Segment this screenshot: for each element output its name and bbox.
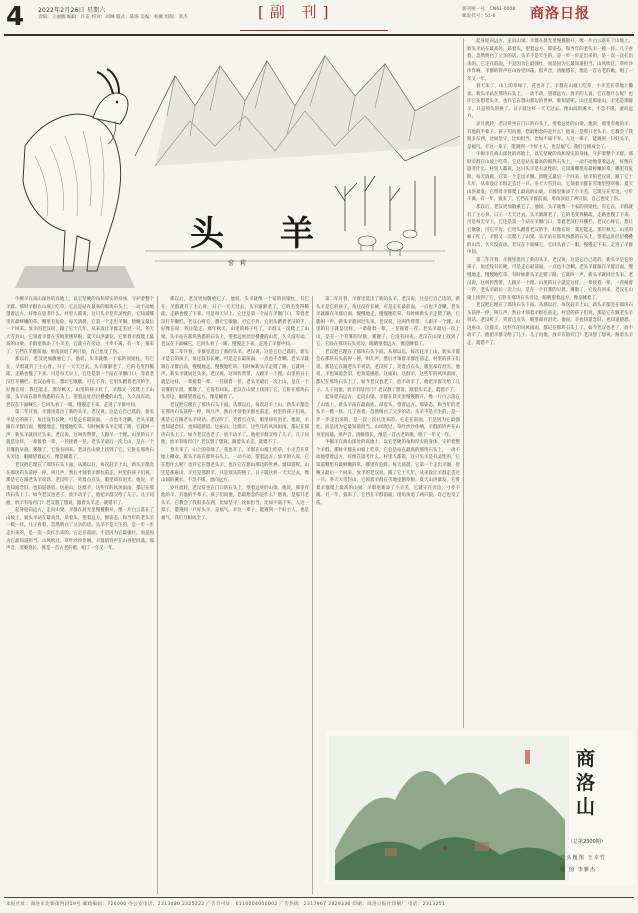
article-headline: 头 羊 — [190, 214, 336, 254]
column-text: 老汉把它埋在了那块石头下面。从那以后，每次赶羊上山，新头羊都会在那块石头前停一停，叫几声，然后才领着羊群往前走。村里的孩子们说，那是它在跟老头羊说话。老汉听了，笑着点点头，眼里却有泪光。他说，羊也知道念旧，也知道感恩。这座山，这群羊，这些年的风风雨雨，都记在那块石头上了。如今老汉也老了，放不动羊了。他把羊群交给了儿子。儿子问他，放羊有啥窍门？老汉想了想说，跟着头羊走，就错不了。 — [467, 303, 633, 346]
article-column-3 — [316, 296, 460, 724]
column-text: 牛顿羊在商山深处的高地上，以它坚硬的角和厚实的身体，守护着整个羊群。那时羊群在山坡上吃草，它总是站在最高的那块石头上，一动不动地望着远方，好像在思考什么。村里人都说，这只头羊是有灵性的，它知道哪里有最鲜嫩的草，哪里有危险。每天清晨，它第一个走出羊圈，傍晚又最后一个回来。放羊的老汉说，跟了它十几年，从来没让羊群走丢过一只。冬天大雪封山，它领着羊群在雪地里刨草根；夏天山洪暴发，它带着羊群爬上最高的山梁。羊群里新添了小羊羔，它就守在旁边，寸步不离。有一年，狼来了，它挡在羊群前面，用角顶退了两只狼，自己也受了伤。 — [316, 440, 460, 506]
article-column-right — [467, 38, 633, 728]
column-text: 第二年开春，羊群里选出了新的头羊。老汉说，这是它自己选的。新头羊是它的孩子，角还没有长硬，可是走在最前面，一点也不含糊。老头羊就跟在羊群后面，慢慢地走，慢慢地吃草。有时候新头羊走错了路，它就叫一声，新头羊就回过头来。老汉说，这叫传帮带，人跟羊一个理。山里的日子就是这样，一辈接着一辈，一茬接着一茬。老头羊最后一次上山，是在一个有雾的早晨。雾散了，它没有回来。老汉在山梁上找到了它，它卧在那块石头旁边，眼睛望着远方，像是睡着了。 — [467, 257, 633, 301]
section-underline — [240, 30, 388, 31]
column-text: 岁月流转，老汉常坐在门口的石头上，望着远处的山梁。他说，那里有他的羊，有他的半辈子。孩子们问他，您最想念的是什么？他说，是那只老头羊。它教会了我很多东西，比如坚守，比如担当，比如不离不弃。人这一辈子，能遇到一只好头羊，是福气。羊这一辈子，能遇到一个好主人，也是福气。我们互相成全了。 — [161, 485, 309, 521]
article-author: 窑 莉 — [228, 260, 248, 267]
section-title: [副 刊] — [258, 3, 335, 21]
column-text: 那以后，老汉更加敬重它了。他说，头羊就像一个家的顶梁柱，有它在，羊群就有了主心骨。日子一天天过去，头羊渐渐老了，它的毛变得稀疏，走路也慢了下来。可是每天早上，它还是第一个站在羊圈门口，等着老汉打开栅栏。老汉心疼它，想让它歇歇，可它不肯。它用头蹭着老汉的手，好像在说：我还能走。那年秋天，山里的柿子红了，羊群又一次爬上了山梁。头羊站在那块熟悉的石头上，望着远处层层叠叠的山峦，久久没有动。老汉在下面喊它，它回头看了一眼，慢慢走下来，走进了羊群中间。 — [161, 297, 309, 348]
footer-rule — [4, 897, 634, 898]
column-divider — [463, 38, 464, 728]
issue-date: 2022年2月26日 星期六 — [38, 7, 106, 14]
page-number: 4 — [6, 2, 25, 32]
editor-credits: 责编：王丽娜 编辑：许雷 校对：刘琳 版式：陈海 美编：杨佩 组版：黄杰 — [38, 15, 188, 20]
column-text: 第二年开春，羊群里选出了新的头羊。老汉说，这是它自己选的。新头羊是它的孩子，角还没有长硬，可是走在最前面，一点也不含糊。老头羊就跟在羊群后面，慢慢地走，慢慢地吃草。有时候新头羊走错了路，它就叫一声，新头羊就回过头来。老汉说，这叫传帮带，人跟羊一个理。山里的日子就是这样，一辈接着一辈，一茬接着一茬。老头羊最后一次上山，是在一个有雾的早晨。雾散了，它没有回来。老汉在山梁上找到了它，它卧在那块石头旁边，眼睛望着远方，像是睡着了。 — [6, 410, 154, 461]
article-column-1 — [6, 296, 154, 894]
column-text: 老汉把它埋在了那块石头下面。从那以后，每次赶羊上山，新头羊都会在那块石头前停一停，叫几声，然后才领着羊群往前走。村里的孩子们说，那是它在跟老头羊说话。老汉听了，笑着点点头，眼里却有泪光。他说，羊也知道念旧，也知道感恩。这座山，这群羊，这些年的风风雨雨，都记在那块石头上了。如今老汉也老了，放不动羊了。他把羊群交给了儿子。儿子问他，放羊有啥窍门？老汉想了想说，跟着头羊走，就错不了。 — [316, 349, 460, 393]
column-text: 牛顿羊在商山深处的高地上，以它坚硬的角和厚实的身体，守护着整个羊群。那时羊群在山坡上吃草，它总是站在最高的那块石头上，一动不动地望着远方，好像在思考什么。村里人都说，这只头羊是有灵性的，它知道哪里有最鲜嫩的草，哪里有危险。每天清晨，它第一个走出羊圈，傍晚又最后一个回来。放羊的老汉说，跟了它十几年，从来没让羊群走丢过一只。冬天大雪封山，它领着羊群在雪地里刨草根；夏天山洪暴发，它带着羊群爬上最高的山梁。羊群里新添了小羊羔，它就守在旁边，寸步不离。有一年，狼来了，它挡在羊群前面，用角顶退了两只狼，自己也受了伤。 — [467, 152, 633, 203]
hotline-1: 新刊统一号：CN61-0008 — [462, 7, 516, 12]
column-text: 起身迎向远方，走向山梁。羊群在晨光里慢慢散开，像一片白云落在了山坡上。新头羊站在最高处，昂着头，望着远方。那姿态，和当年的老头羊一模一样。儿子看着，忽然明白了父亲的话。头羊不是天生的，是一步一步走出来的，是一次一次扛出来的。它走在前面，不是因为它最强壮，而是因为它最知道担当。山风吹过，草叶沙沙作响，羊群的铃声在山谷里回荡。那声音，清脆悠长，像是一首古老的歌，唱了一年又一年。 — [467, 39, 633, 82]
column-text: 那以后，老汉更加敬重它了。他说，头羊就像一个家的顶梁柱，有它在，羊群就有了主心骨。日子一天天过去，头羊渐渐老了，它的毛变得稀疏，走路也慢了下来。可是每天早上，它还是第一个站在羊圈门口，等着老汉打开栅栏。老汉心疼它，想让它歇歇，可它不肯。它用头蹭着老汉的手，好像在说：我还能走。那年秋天，山里的柿子红了，羊群又一次爬上了山梁。头羊站在那块熟悉的石头上，望着远处层层叠叠的山峦，久久没有动。老汉在下面喊它，它回头看了一眼，慢慢走下来，走进了羊群中间。 — [467, 205, 633, 256]
footer-info: 本报社址：商洛市北新街西段59号 邮政编码：726000 办公室电话：2313480 2325222 广告许可证：6110004000002 广告热线：2317967 2829336 印刷：商洛日报社印刷厂 电话：2313251 — [6, 902, 446, 907]
article-column-2 — [161, 296, 309, 894]
column-text: 牛顿羊在商山深处的高地上，以它坚硬的角和厚实的身体，守护着整个羊群。那时羊群在山坡上吃草，它总是站在最高的那块石头上，一动不动地望着远方，好像在思考什么。村里人都说，这只头羊是有灵性的，它知道哪里有最鲜嫩的草，哪里有危险。每天清晨，它第一个走出羊圈，傍晚又最后一个回来。放羊的老汉说，跟了它十几年，从来没让羊群走丢过一只。冬天大雪封山，它领着羊群在雪地里刨草根；夏天山洪暴发，它带着羊群爬上最高的山梁。羊群里新添了小羊羔，它就守在旁边，寸步不离。有一年，狼来了，它挡在羊群前面，用角顶退了两只狼，自己也受了伤。 — [6, 297, 154, 355]
header-illustration — [5, 36, 460, 288]
column-text: 第二年开春，羊群里选出了新的头羊。老汉说，这是它自己选的。新头羊是它的孩子，角还没有长硬，可是走在最前面，一点也不含糊。老头羊就跟在羊群后面，慢慢地走，慢慢地吃草。有时候新头羊走错了路，它就叫一声，新头羊就回过头来。老汉说，这叫传帮带，人跟羊一个理。山里的日子就是这样，一辈接着一辈，一茬接着一茬。老头羊最后一次上山，是在一个有雾的早晨。雾散了，它没有回来。老汉在山梁上找到了它，它卧在那块石头旁边，眼睛望着远方，像是睡着了。 — [316, 297, 460, 348]
column-divider — [157, 296, 158, 894]
column-text: 老汉把它埋在了那块石头下面。从那以后，每次赶羊上山，新头羊都会在那块石头前停一停，叫几声，然后才领着羊群往前走。村里的孩子们说，那是它在跟老头羊说话。老汉听了，笑着点点头，眼里却有泪光。他说，羊也知道念旧，也知道感恩。这座山，这群羊，这些年的风风雨雨，都记在那块石头上了。如今老汉也老了，放不动羊了。他把羊群交给了儿子。儿子问他，放羊有啥窍门？老汉想了想说，跟着头羊走，就错不了。 — [161, 402, 309, 446]
column-text: 岁月流转，老汉常坐在门口的石头上，望着远处的山梁。他说，那里有他的羊，有他的半辈子。孩子们问他，您最想念的是什么？他说，是那只老头羊。它教会了我很多东西，比如坚守，比如担当，比如不离不弃。人这一辈子，能遇到一只好头羊，是福气。羊这一辈子，能遇到一个好主人，也是福气。我们互相成全了。 — [467, 122, 633, 150]
issue-series-number: （总第2300期） — [568, 839, 606, 845]
column-text: 起身迎向远方，走向山梁。羊群在晨光里慢慢散开，像一片白云落在了山坡上。新头羊站在最高处，昂着头，望着远方。那姿态，和当年的老头羊一模一样。儿子看着，忽然明白了父亲的话。头羊不是天生的，是一步一步走出来的，是一次一次扛出来的。它走在前面，不是因为它最强壮，而是因为它最知道担当。山风吹过，草叶沙沙作响，羊群的铃声在山谷里回荡。那声音，清脆悠长，像是一首古老的歌，唱了一年又一年。 — [6, 508, 154, 552]
publication-codes — [462, 6, 515, 20]
header-calligraphy-credit: 刊头题图 王幸竹 — [560, 855, 606, 861]
column-text: 老汉把它埋在了那块石头下面。从那以后，每次赶羊上山，新头羊都会在那块石头前停一停，叫几声，然后才领着羊群往前走。村里的孩子们说，那是它在跟老头羊说话。老汉听了，笑着点点头，眼里却有泪光。他说，羊也知道念旧，也知道感恩。这座山，这群羊，这些年的风风雨雨，都记在那块石头上了。如今老汉也老了，放不动羊了。他把羊群交给了儿子。儿子问他，放羊有啥窍门？老汉想了想说，跟着头羊走，就错不了。 — [6, 463, 154, 506]
illustration-credit: 题 图 李雅杰 — [560, 867, 597, 873]
column-text: 起身迎向远方，走向山梁。羊群在晨光里慢慢散开，像一片白云落在了山坡上。新头羊站在最高处，昂着头，望着远方。那姿态，和当年的老头羊一模一样。儿子看着，忽然明白了父亲的话。头羊不是天生的，是一步一步走出来的，是一次一次扛出来的。它走在前面，不是因为它最强壮，而是因为它最知道担当。山风吹过，草叶沙沙作响，羊群的铃声在山谷里回荡。那声音，清脆悠长，像是一首古老的歌，唱了一年又一年。 — [316, 395, 460, 438]
painting-title: 商洛山 — [576, 748, 596, 818]
column-text: 第二年开春，羊群里选出了新的头羊。老汉说，这是它自己选的。新头羊是它的孩子，角还没有长硬，可是走在最前面，一点也不含糊。老头羊就跟在羊群后面，慢慢地走，慢慢地吃草。有时候新头羊走错了路，它就叫一声，新头羊就回过头来。老汉说，这叫传帮带，人跟羊一个理。山里的日子就是这样，一辈接着一辈，一茬接着一茬。老头羊最后一次上山，是在一个有雾的早晨。雾散了，它没有回来。老汉在山梁上找到了它，它卧在那块石头旁边，眼睛望着远方，像是睡着了。 — [161, 349, 309, 401]
column-divider — [312, 296, 313, 894]
column-text: 春天来了，山上的草绿了，花也开了。羊群在山坡上吃草，小羊羔在草地上撒欢。新头羊站在那块石头上，一动不动，望着远方。放羊的人说，它在想什么呢？也许它在想老头羊，也许它在想山那边的世界。谁知道呢。山还是那座山，羊还是那群羊，只是领头的换了。日子就这样一天天过去，像山间的溪水，不急不缓，流向远方。 — [161, 447, 309, 484]
column-text: 春天来了，山上的草绿了，花也开了。羊群在山坡上吃草，小羊羔在草地上撒欢。新头羊站在那块石头上，一动不动，望着远方。放羊的人说，它在想什么呢？也许它在想老头羊，也许它在想山那边的世界。谁知道呢。山还是那座山，羊还是那群羊，只是领头的换了。日子就这样一天天过去，像山间的溪水，不急不缓，流向远方。 — [467, 84, 633, 120]
column-text: 那以后，老汉更加敬重它了。他说，头羊就像一个家的顶梁柱，有它在，羊群就有了主心骨。日子一天天过去，头羊渐渐老了，它的毛变得稀疏，走路也慢了下来。可是每天早上，它还是第一个站在羊圈门口，等着老汉打开栅栏。老汉心疼它，想让它歇歇，可它不肯。它用头蹭着老汉的手，好像在说：我还能走。那年秋天，山里的柿子红了，羊群又一次爬上了山梁。头羊站在那块熟悉的石头上，望着远处层层叠叠的山峦，久久没有动。老汉在下面喊它，它回头看了一眼，慢慢走下来，走进了羊群中间。 — [6, 357, 154, 408]
newspaper-logo: 商洛日报 — [530, 6, 590, 22]
hotline-2: 邮发代号：51-6 — [462, 14, 496, 19]
